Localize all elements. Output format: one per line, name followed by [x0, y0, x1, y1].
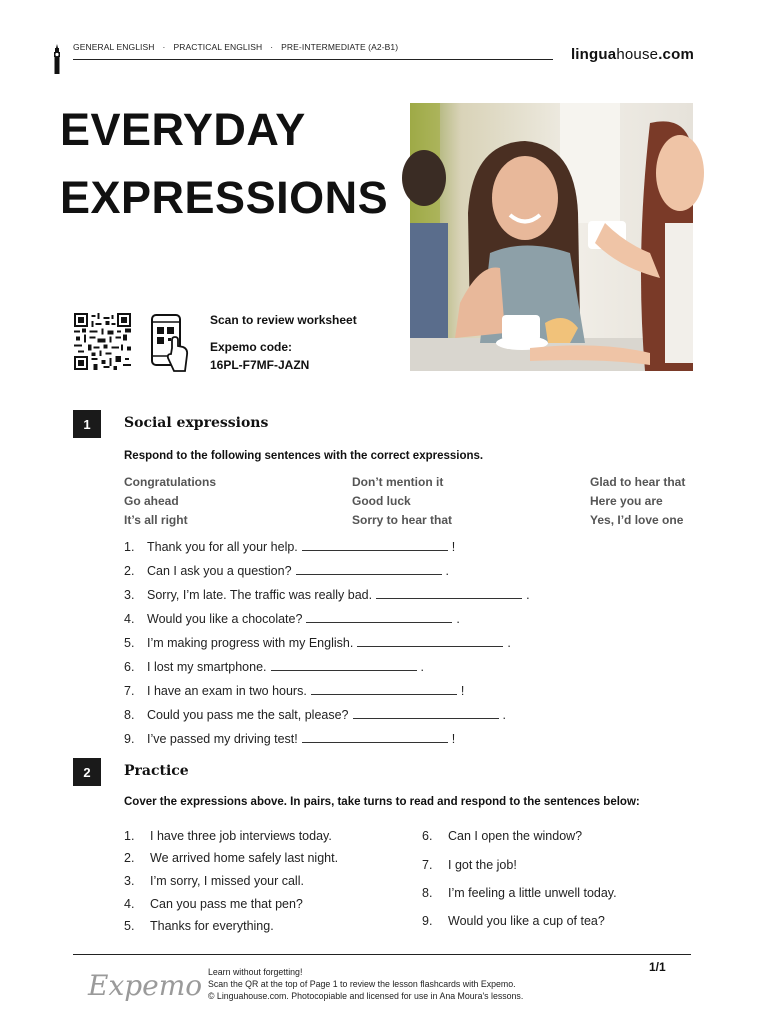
- word-bank-item: Go ahead: [124, 494, 179, 508]
- practice-item: [422, 886, 617, 900]
- breadcrumb-separator: ·: [162, 42, 166, 52]
- practice-text: Would you like a cup of tea?: [448, 914, 605, 928]
- title-line-2: EXPRESSIONS: [60, 172, 389, 223]
- practice-text: Thanks for everything.: [150, 919, 274, 933]
- practice-item: [124, 874, 304, 888]
- question-number: 2.: [124, 564, 135, 578]
- question-row: [124, 659, 424, 675]
- practice-text: I’m feeling a little unwell today.: [448, 886, 617, 900]
- practice-text: I got the job!: [448, 858, 517, 872]
- question-row: [124, 563, 449, 579]
- practice-number: 2.: [124, 851, 135, 865]
- breadcrumb-practical-english: PRACTICAL ENGLISH: [173, 42, 263, 52]
- answer-blank[interactable]: [311, 683, 457, 695]
- brand-house: house: [616, 46, 659, 63]
- question-row: [124, 611, 460, 627]
- practice-number: 4.: [124, 897, 135, 911]
- answer-blank[interactable]: [376, 587, 522, 599]
- question-row: [124, 539, 455, 555]
- word-bank-item: Yes, I’d love one: [590, 513, 684, 527]
- page-number: 1/1: [649, 960, 666, 974]
- qr-code-icon[interactable]: [73, 313, 132, 370]
- practice-text: Can I open the window?: [448, 829, 583, 843]
- word-bank-item: Don’t mention it: [352, 475, 444, 489]
- practice-item: [124, 919, 274, 933]
- section-2-instruction: Cover the expressions above. In pairs, take turns to read and respond to the sentences below:: [124, 796, 640, 808]
- word-bank-item: It’s all right: [124, 513, 188, 527]
- question-number: 8.: [124, 708, 135, 722]
- practice-item: [422, 914, 605, 928]
- question-number: 6.: [124, 660, 135, 674]
- question-row: [124, 587, 530, 603]
- section-1-number: 1: [73, 410, 101, 438]
- cafe-photo-image: [410, 103, 693, 371]
- answer-blank[interactable]: [271, 659, 417, 671]
- answer-blank[interactable]: [302, 539, 448, 551]
- expemo-code-value: 16PL-F7MF-JAZN: [210, 358, 310, 372]
- page-header: [52, 38, 694, 78]
- question-number: 7.: [124, 684, 135, 698]
- word-bank-item: Good luck: [352, 494, 411, 508]
- practice-number: 8.: [422, 886, 433, 900]
- question-end: .: [456, 612, 460, 626]
- word-bank-item: Here you are: [590, 494, 663, 508]
- worksheet-title: [60, 96, 388, 232]
- expemo-logo-text: Expemo: [88, 969, 203, 1002]
- practice-text: Can you pass me that pen?: [150, 897, 303, 911]
- breadcrumb-general-english: GENERAL ENGLISH: [73, 42, 155, 52]
- breadcrumb-separator: ·: [270, 42, 274, 52]
- question-row: [124, 707, 506, 723]
- title-line-1: EVERYDAY: [60, 104, 306, 155]
- practice-number: 1.: [124, 829, 135, 843]
- question-text: I have an exam in two hours.: [147, 684, 307, 698]
- practice-item: [124, 897, 303, 911]
- brand-tld: .com: [658, 46, 694, 63]
- practice-text: I have three job interviews today.: [150, 829, 332, 843]
- footer-copyright: © Linguahouse.com. Photocopiable and licensed for use in Ana Moura's lessons.: [208, 991, 524, 1001]
- header-rule: [73, 59, 553, 60]
- question-text: Could you pass me the salt, please?: [147, 708, 349, 722]
- answer-blank[interactable]: [306, 611, 452, 623]
- question-text: Can I ask you a question?: [147, 564, 292, 578]
- footer-rule: [73, 954, 691, 955]
- expemo-logo[interactable]: [86, 963, 203, 1007]
- question-text: Thank you for all your help.: [147, 540, 298, 554]
- footer-text: [208, 966, 523, 1002]
- question-end: !: [451, 540, 456, 554]
- question-end: .: [526, 588, 530, 602]
- question-end: !: [460, 684, 465, 698]
- question-text: I’ve passed my driving test!: [147, 732, 298, 746]
- phone-scan-icon: [150, 314, 190, 372]
- section-1-title: Social expressions: [124, 415, 269, 431]
- brand-lingua: lingua: [570, 46, 617, 63]
- question-number: 4.: [124, 612, 135, 626]
- answer-blank[interactable]: [296, 563, 442, 575]
- practice-item: [124, 851, 338, 865]
- expemo-code-label: Expemo code:: [210, 340, 293, 354]
- practice-item: [422, 829, 582, 843]
- practice-text: We arrived home safely last night.: [150, 851, 339, 865]
- breadcrumb: [73, 42, 398, 52]
- scan-review-label: Scan to review worksheet: [210, 313, 357, 327]
- practice-item: [422, 858, 517, 872]
- question-row: [124, 683, 464, 699]
- question-end: .: [420, 660, 424, 674]
- practice-number: 6.: [422, 829, 433, 843]
- big-ben-tower-icon: [52, 44, 62, 74]
- practice-number: 3.: [124, 874, 135, 888]
- question-end: .: [507, 636, 511, 650]
- word-bank-item: Sorry to hear that: [352, 513, 453, 527]
- question-number: 1.: [124, 540, 135, 554]
- answer-blank[interactable]: [353, 707, 499, 719]
- section-1-instruction: Respond to the following sentences with the correct expressions.: [124, 450, 484, 462]
- question-text: Would you like a chocolate?: [147, 612, 303, 626]
- footer-scan-note: Scan the QR at the top of Page 1 to review the lesson flashcards with Expemo.: [208, 979, 516, 989]
- question-number: 3.: [124, 588, 135, 602]
- practice-number: 5.: [124, 919, 135, 933]
- question-number: 5.: [124, 636, 135, 650]
- word-bank-item: Congratulations: [124, 475, 216, 489]
- question-text: I’m making progress with my English.: [147, 636, 354, 650]
- question-number: 9.: [124, 732, 135, 746]
- question-row: [124, 635, 511, 651]
- question-row: [124, 731, 455, 747]
- section-2-number: 2: [73, 758, 101, 786]
- question-end: !: [451, 732, 456, 746]
- question-end: .: [445, 564, 450, 578]
- practice-number: 9.: [422, 914, 433, 928]
- question-text: I lost my smartphone.: [147, 660, 267, 674]
- practice-text: I’m sorry, I missed your call.: [150, 874, 304, 888]
- breadcrumb-level: PRE-INTERMEDIATE (A2-B1): [281, 42, 399, 52]
- question-text: Sorry, I’m late. The traffic was really bad.: [147, 588, 373, 602]
- practice-item: [124, 829, 332, 843]
- word-bank-item: Glad to hear that: [590, 475, 686, 489]
- answer-blank[interactable]: [357, 635, 503, 647]
- brand-logo: [571, 46, 694, 63]
- practice-number: 7.: [422, 858, 433, 872]
- question-end: .: [502, 708, 506, 722]
- section-2-title: Practice: [124, 763, 189, 779]
- answer-blank[interactable]: [302, 731, 448, 743]
- footer-tagline: Learn without forgetting!: [208, 967, 303, 977]
